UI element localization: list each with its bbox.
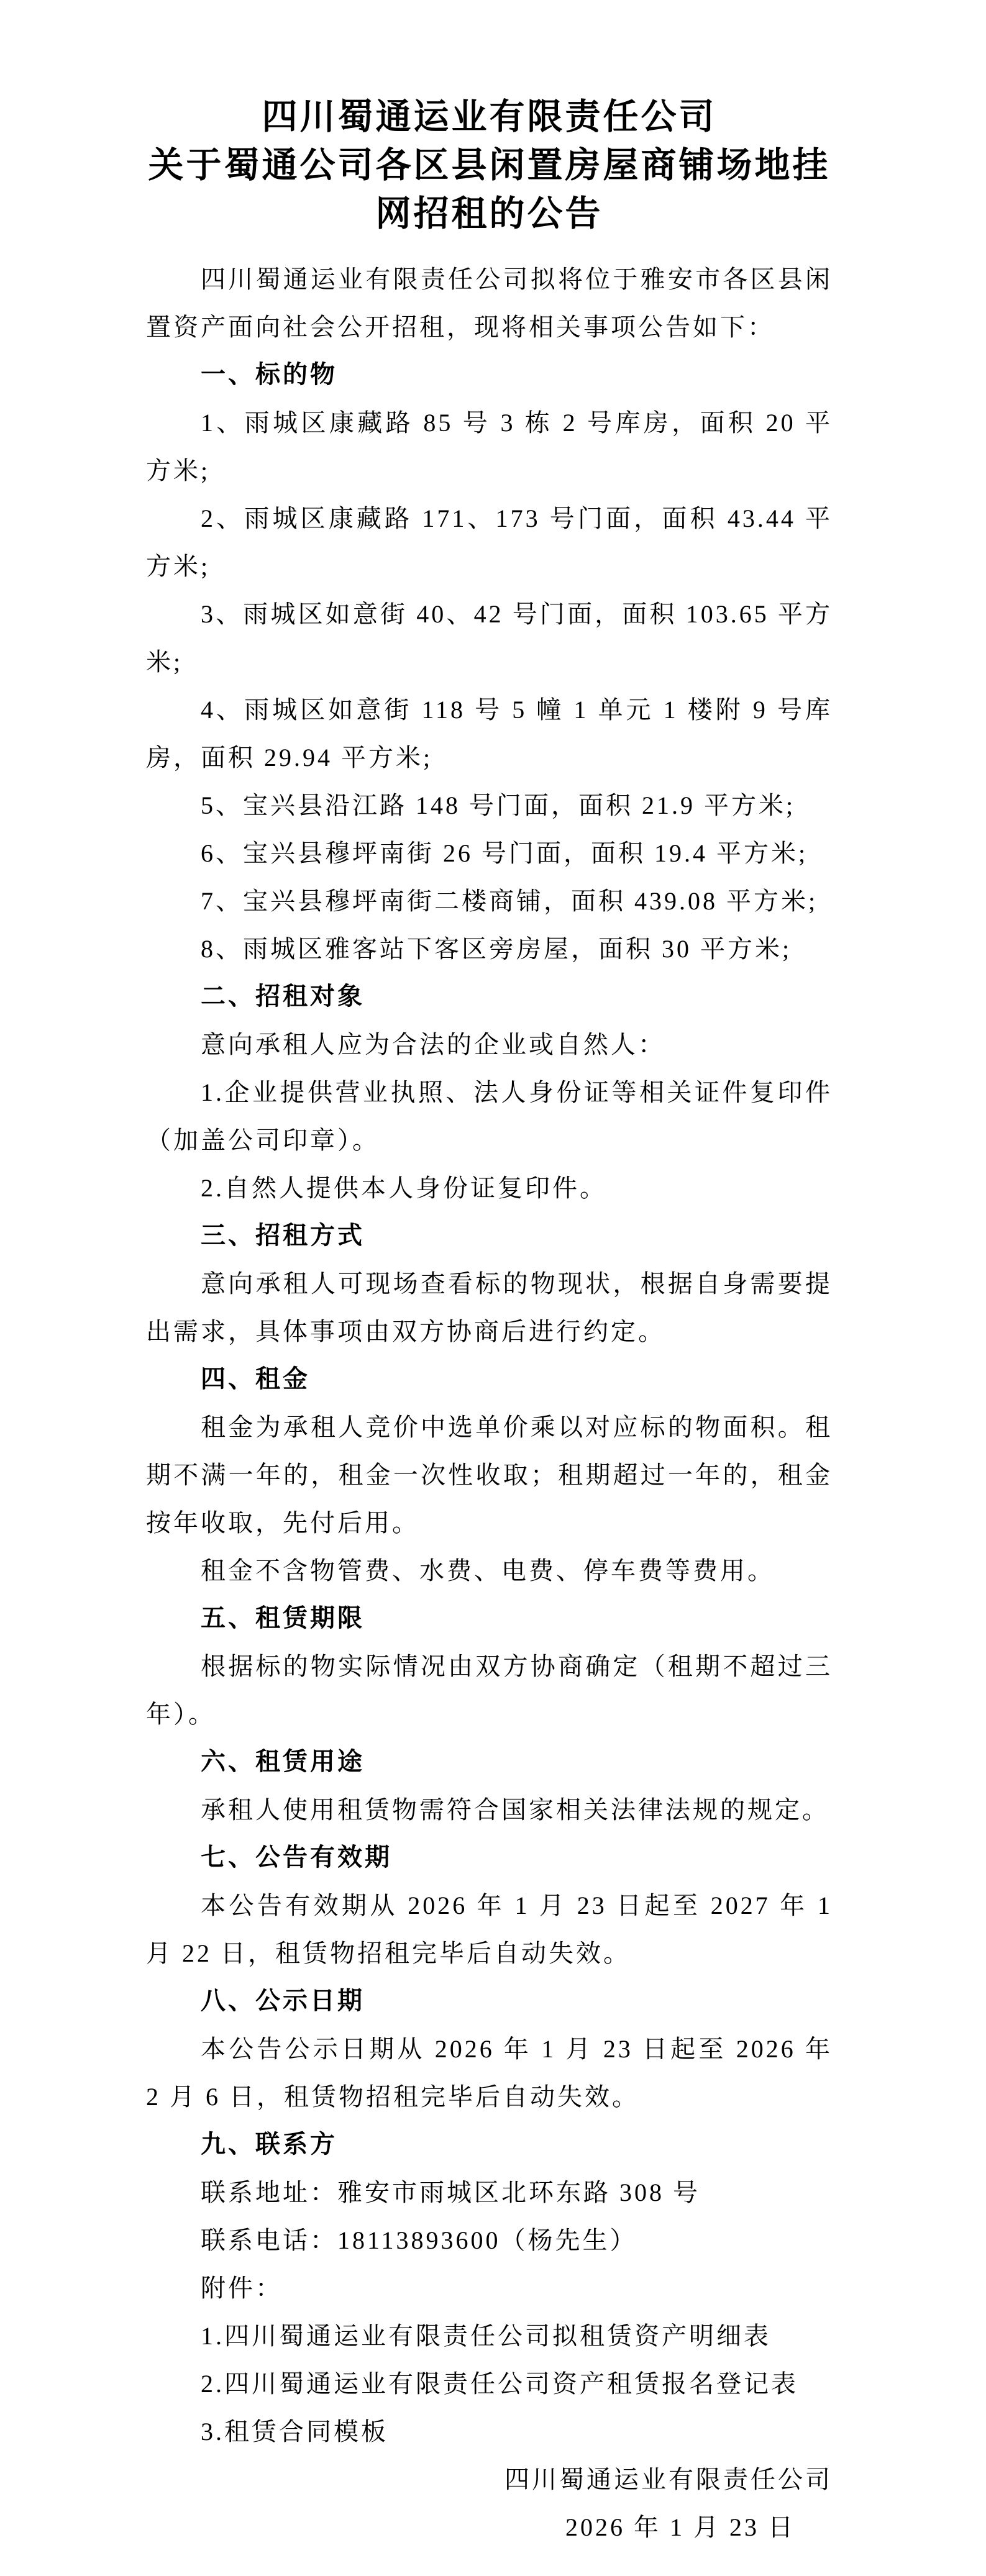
body-paragraph: 根据标的物实际情况由双方协商确定（租期不超过三年）。 xyxy=(146,1652,833,1728)
section-rent xyxy=(146,1355,833,1595)
signature-date: 2026 年 1 月 23 日 xyxy=(565,2513,795,2541)
attachment-item-1: 1.四川蜀通运业有限责任公司拟租赁资产明细表 xyxy=(201,2322,771,2350)
section-publicity-date xyxy=(146,1977,833,2121)
attachment-item-3: 3.租赁合同模板 xyxy=(201,2418,388,2446)
section-heading-method: 三、招租方式 xyxy=(201,1222,365,1249)
list-item-4: 4、雨城区如意街 118 号 5 幢 1 单元 1 楼附 9 号库房，面积 29.94 平方米; xyxy=(146,696,833,771)
section-heading-publicity: 八、公示日期 xyxy=(201,1987,365,2014)
attachment-item-2: 2.四川蜀通运业有限责任公司资产租赁报名登记表 xyxy=(201,2370,798,2398)
body-paragraph: 租金为承租人竞价中选单价乘以对应标的物面积。租期不满一年的，租金一次性收取；租期超过一年的，租金按年收取，先付后用。 xyxy=(146,1413,833,1537)
body-paragraph: 意向承租人可现场查看标的物现状，根据自身需要提出需求，具体事项由双方协商后进行约定。 xyxy=(146,1270,833,1345)
section-heading-term: 五、租赁期限 xyxy=(201,1604,365,1632)
section-lease-term xyxy=(146,1595,833,1738)
intro-paragraph: 四川蜀通运业有限责任公司拟将位于雅安市各区县闲置资产面向社会公开招租，现将相关事项公告如下： xyxy=(146,265,833,341)
section-heading-lessee: 二、招租对象 xyxy=(201,983,365,1010)
contact-phone: 联系电话：18113893600（杨先生） xyxy=(201,2226,637,2254)
body-paragraph: 2.自然人提供本人身份证复印件。 xyxy=(201,1174,607,1202)
section-validity-period xyxy=(146,1834,833,1977)
title-line-3: 网招租的公告 xyxy=(375,194,603,234)
body-paragraph: 承租人使用租赁物需符合国家相关法律法规的规定。 xyxy=(201,1796,829,1824)
attachments-label: 附件： xyxy=(201,2274,283,2302)
section-targets xyxy=(146,351,833,973)
signature-company: 四川蜀通运业有限责任公司 xyxy=(504,2465,833,2493)
contact-address: 联系地址：雅安市雨城区北环东路 308 号 xyxy=(201,2178,700,2206)
body-paragraph: 1.企业提供营业执照、法人身份证等相关证件复印件（加盖公司印章）。 xyxy=(146,1078,833,1154)
section-heading-targets: 一、标的物 xyxy=(201,361,337,388)
list-item-2: 2、雨城区康藏路 171、173 号门面，面积 43.44 平方米; xyxy=(146,504,833,580)
section-heading-rent: 四、租金 xyxy=(201,1365,310,1393)
title-line-1: 四川蜀通运业有限责任公司 xyxy=(262,98,717,137)
list-item-5: 5、宝兴县沿江路 148 号门面，面积 21.9 平方米; xyxy=(201,791,796,819)
section-contact xyxy=(146,2121,833,2455)
list-item-8: 8、雨城区雅客站下客区旁房屋，面积 30 平方米; xyxy=(201,935,792,963)
section-heading-contact: 九、联系方 xyxy=(201,2131,337,2158)
list-item-3: 3、雨城区如意街 40、42 号门面，面积 103.65 平方米; xyxy=(146,600,833,676)
body-paragraph: 本公告有效期从 2026 年 1 月 23 日起至 2027 年 1 月 22 日，租赁物招租完毕后自动失效。 xyxy=(146,1891,833,1967)
body-paragraph: 意向承租人应为合法的企业或自然人： xyxy=(201,1031,665,1058)
list-item-1: 1、雨城区康藏路 85 号 3 栋 2 号库房，面积 20 平方米; xyxy=(146,409,833,485)
title-line-2: 关于蜀通公司各区县闲置房屋商铺场地挂 xyxy=(148,146,831,185)
body-paragraph: 本公告公示日期从 2026 年 1 月 23 日起至 2026 年 2 月 6 日，租赁物招租完毕后自动失效。 xyxy=(146,2035,833,2111)
body-paragraph: 租金不含物管费、水费、电费、停车费等费用。 xyxy=(201,1557,775,1585)
section-heading-usage: 六、租赁用途 xyxy=(201,1748,365,1775)
section-leasing-method xyxy=(146,1212,833,1355)
document-title xyxy=(146,93,833,239)
section-heading-validity: 七、公告有效期 xyxy=(201,1844,392,1871)
section-lease-usage xyxy=(146,1738,833,1834)
list-item-6: 6、宝兴县穆坪南街 26 号门面，面积 19.4 平方米; xyxy=(201,839,808,867)
list-item-7: 7、宝兴县穆坪南街二楼商铺，面积 439.08 平方米; xyxy=(201,887,818,915)
closing-block xyxy=(146,2455,833,2551)
section-lessee-qualification xyxy=(146,973,833,1212)
